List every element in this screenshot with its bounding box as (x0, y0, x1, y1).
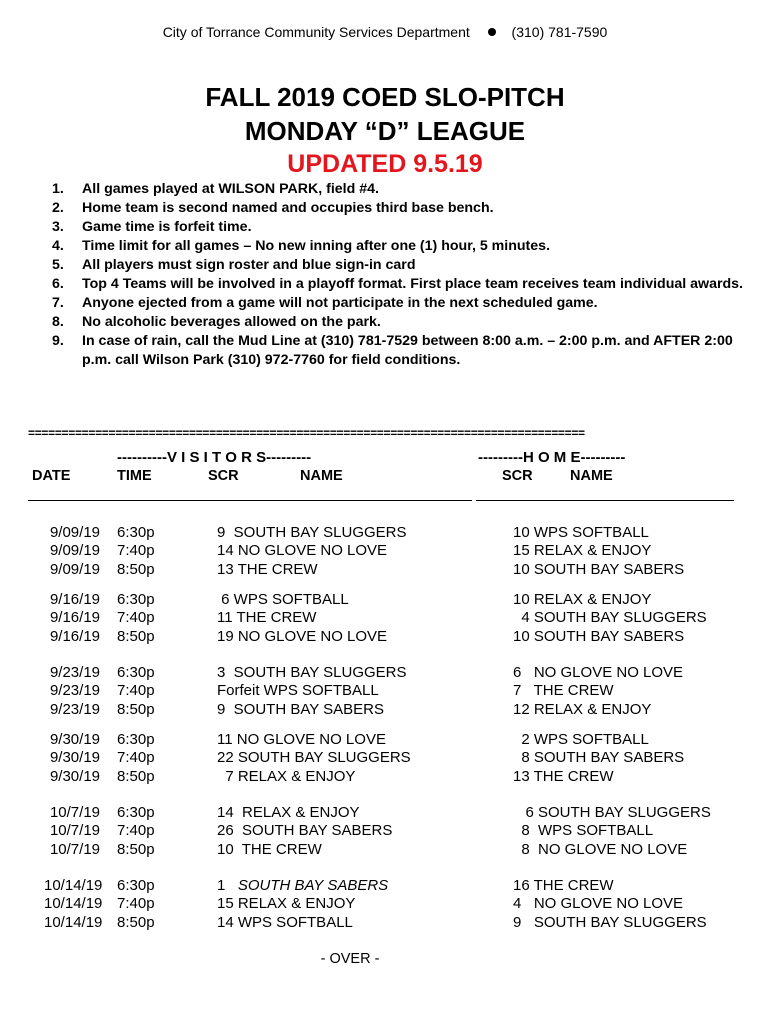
visitor-team: 26 SOUTH BAY SABERS (217, 822, 393, 840)
rule-text: Time limit for all games – No new inning after one (1) hour, 5 minutes. (82, 238, 551, 254)
game-time: 6:30p (117, 524, 155, 541)
game-date: 9/16/19 (49, 609, 100, 627)
home-team: 2 WPS SOFTBALL (513, 731, 649, 748)
game-time: 7:40p (117, 822, 155, 840)
rule-item (52, 294, 752, 313)
bullet-icon (488, 28, 496, 36)
visitor-team: 6 WPS SOFTBALL (217, 591, 349, 608)
home-team: 8 SOUTH BAY SABERS (513, 749, 685, 767)
visitor-team: 13 THE CREW (217, 560, 318, 578)
game-time: 8:50p (117, 767, 155, 785)
rule-item (52, 237, 752, 256)
game-date: 10/14/19 (44, 913, 103, 931)
column-header-visitor-name: NAME (300, 468, 343, 484)
home-team: 8 WPS SOFTBALL (513, 822, 654, 840)
home-heading: ---------H O M E--------- (478, 449, 626, 466)
visitor-team: 19 NO GLOVE NO LOVE (217, 627, 388, 645)
home-team: 8 NO GLOVE NO LOVE (513, 840, 688, 858)
game-time: 8:50p (117, 627, 155, 645)
game-time: 7:40p (117, 542, 155, 560)
visitor-team: 9 SOUTH BAY SLUGGERS (217, 524, 407, 541)
rule-text: No alcoholic beverages allowed on the park. (82, 314, 381, 330)
game-time: 7:40p (117, 895, 155, 913)
rule-number: 9. (52, 333, 64, 349)
home-team: 15 RELAX & ENJOY (513, 542, 652, 560)
home-team: 9 SOUTH BAY SLUGGERS (513, 913, 707, 931)
game-time: 7:40p (117, 609, 155, 627)
league-title: FALL 2019 COED SLO-PITCH (205, 82, 565, 112)
game-time: 7:40p (117, 682, 155, 700)
game-time: 6:30p (117, 731, 155, 748)
rule-number: 2. (52, 200, 64, 216)
visitor-name: SOUTH BAY SABERS (237, 877, 389, 894)
home-team: 10 WPS SOFTBALL (513, 524, 649, 541)
league-subtitle: MONDAY “D” LEAGUE (244, 116, 526, 146)
game-time: 8:50p (117, 560, 155, 578)
game-time: 7:40p (117, 749, 155, 767)
home-underline (476, 500, 734, 501)
game-date: 10/14/19 (44, 877, 103, 894)
home-team: 6 SOUTH BAY SLUGGERS (513, 804, 711, 821)
home-team: 10 SOUTH BAY SABERS (513, 627, 685, 645)
game-time: 6:30p (117, 877, 155, 894)
game-date: 9/23/19 (49, 664, 100, 681)
home-team: 13 THE CREW (513, 767, 614, 785)
game-date: 9/23/19 (49, 700, 100, 718)
rule-number: 7. (52, 295, 64, 311)
home-team: 12 RELAX & ENJOY (513, 700, 652, 718)
home-team: 7 THE CREW (513, 682, 614, 700)
home-team: 4 NO GLOVE NO LOVE (513, 895, 684, 913)
column-header-date: DATE (32, 468, 71, 484)
visitor-team: 14 NO GLOVE NO LOVE (217, 542, 388, 560)
rule-text: Home team is second named and occupies third base bench. (82, 200, 494, 216)
column-header-time: TIME (117, 468, 152, 484)
game-date: 10/14/19 (44, 895, 103, 913)
rule-number: 6. (52, 276, 64, 292)
rule-number: 4. (52, 238, 64, 254)
visitor-team: 15 RELAX & ENJOY (217, 895, 356, 913)
game-time: 8:50p (117, 700, 155, 718)
visitor-team: 22 SOUTH BAY SLUGGERS (217, 749, 411, 767)
game-time: 8:50p (117, 913, 155, 931)
game-date: 10/7/19 (49, 822, 100, 840)
rule-text: Anyone ejected from a game will not participate in the next scheduled game. (82, 295, 598, 311)
column-header-home-score: SCR (502, 468, 533, 484)
visitors-heading: ----------V I S I T O R S--------- (117, 449, 312, 466)
over-note: - OVER - (320, 951, 380, 967)
game-date: 9/16/19 (49, 627, 100, 645)
rule-item (52, 180, 752, 199)
visitor-team: 9 SOUTH BAY SABERS (217, 700, 384, 718)
rule-number: 8. (52, 314, 64, 330)
visitor-team: 3 SOUTH BAY SLUGGERS (217, 664, 407, 681)
visitors-underline (28, 500, 472, 501)
visitor-score: 1 (217, 877, 226, 894)
visitor-team: 14 RELAX & ENJOY (217, 804, 360, 821)
game-time: 8:50p (117, 840, 155, 858)
page-header (0, 24, 770, 40)
visitor-team (217, 877, 388, 895)
rule-number: 1. (52, 181, 64, 197)
department-phone: (310) 781-7590 (511, 24, 608, 40)
game-time: 6:30p (117, 664, 155, 681)
home-team: 16 THE CREW (513, 877, 614, 894)
rule-item (52, 218, 752, 237)
game-date: 9/16/19 (49, 591, 100, 608)
rule-number: 3. (52, 219, 64, 235)
rule-text: All players must sign roster and blue sign-in card (82, 257, 416, 273)
rule-item (52, 199, 752, 218)
rule-text: Top 4 Teams will be involved in a playoff format. First place team receives team individual awards. (82, 276, 743, 292)
rule-text: Game time is forfeit time. (82, 219, 252, 235)
game-date: 9/30/19 (49, 749, 100, 767)
separator-line: =================================================================================== (28, 426, 585, 440)
rule-item (52, 332, 752, 370)
visitor-team: 11 NO GLOVE NO LOVE (217, 731, 386, 748)
home-team: 4 SOUTH BAY SLUGGERS (513, 609, 707, 627)
game-date: 9/09/19 (49, 524, 100, 541)
column-header-home-name: NAME (570, 468, 613, 484)
game-time: 6:30p (117, 591, 155, 608)
updated-notice: UPDATED 9.5.19 (287, 150, 483, 178)
home-team: 6 NO GLOVE NO LOVE (513, 664, 684, 681)
rule-item (52, 313, 752, 332)
game-date: 10/7/19 (49, 840, 100, 858)
game-time: 6:30p (117, 804, 155, 821)
game-date: 9/23/19 (49, 682, 100, 700)
game-date: 9/09/19 (49, 560, 100, 578)
rule-text: In case of rain, call the Mud Line at (310) 781-7529 between 8:00 a.m. – 2:00 p.m. and AFTER 2:00 p.m. call Wilson Park (310) 972-7760 for field conditions. (82, 333, 733, 368)
visitor-team: 10 THE CREW (217, 840, 322, 858)
column-header-visitor-score: SCR (208, 468, 239, 484)
home-team: 10 SOUTH BAY SABERS (513, 560, 685, 578)
visitor-team: 14 WPS SOFTBALL (217, 913, 353, 931)
rule-text: All games played at WILSON PARK, field #4. (82, 181, 379, 197)
game-date: 10/7/19 (49, 804, 100, 821)
rule-number: 5. (52, 257, 64, 273)
visitor-team: Forfeit WPS SOFTBALL (217, 682, 379, 700)
game-date: 9/30/19 (49, 767, 100, 785)
visitor-team: 11 THE CREW (217, 609, 317, 627)
game-date: 9/30/19 (49, 731, 100, 748)
department-name: City of Torrance Community Services Department (162, 24, 470, 40)
rules-list (52, 180, 752, 370)
visitor-team: 7 RELAX & ENJOY (217, 767, 356, 785)
rule-item (52, 256, 752, 275)
game-date: 9/09/19 (49, 542, 100, 560)
home-team: 10 RELAX & ENJOY (513, 591, 652, 608)
rule-item (52, 275, 752, 294)
